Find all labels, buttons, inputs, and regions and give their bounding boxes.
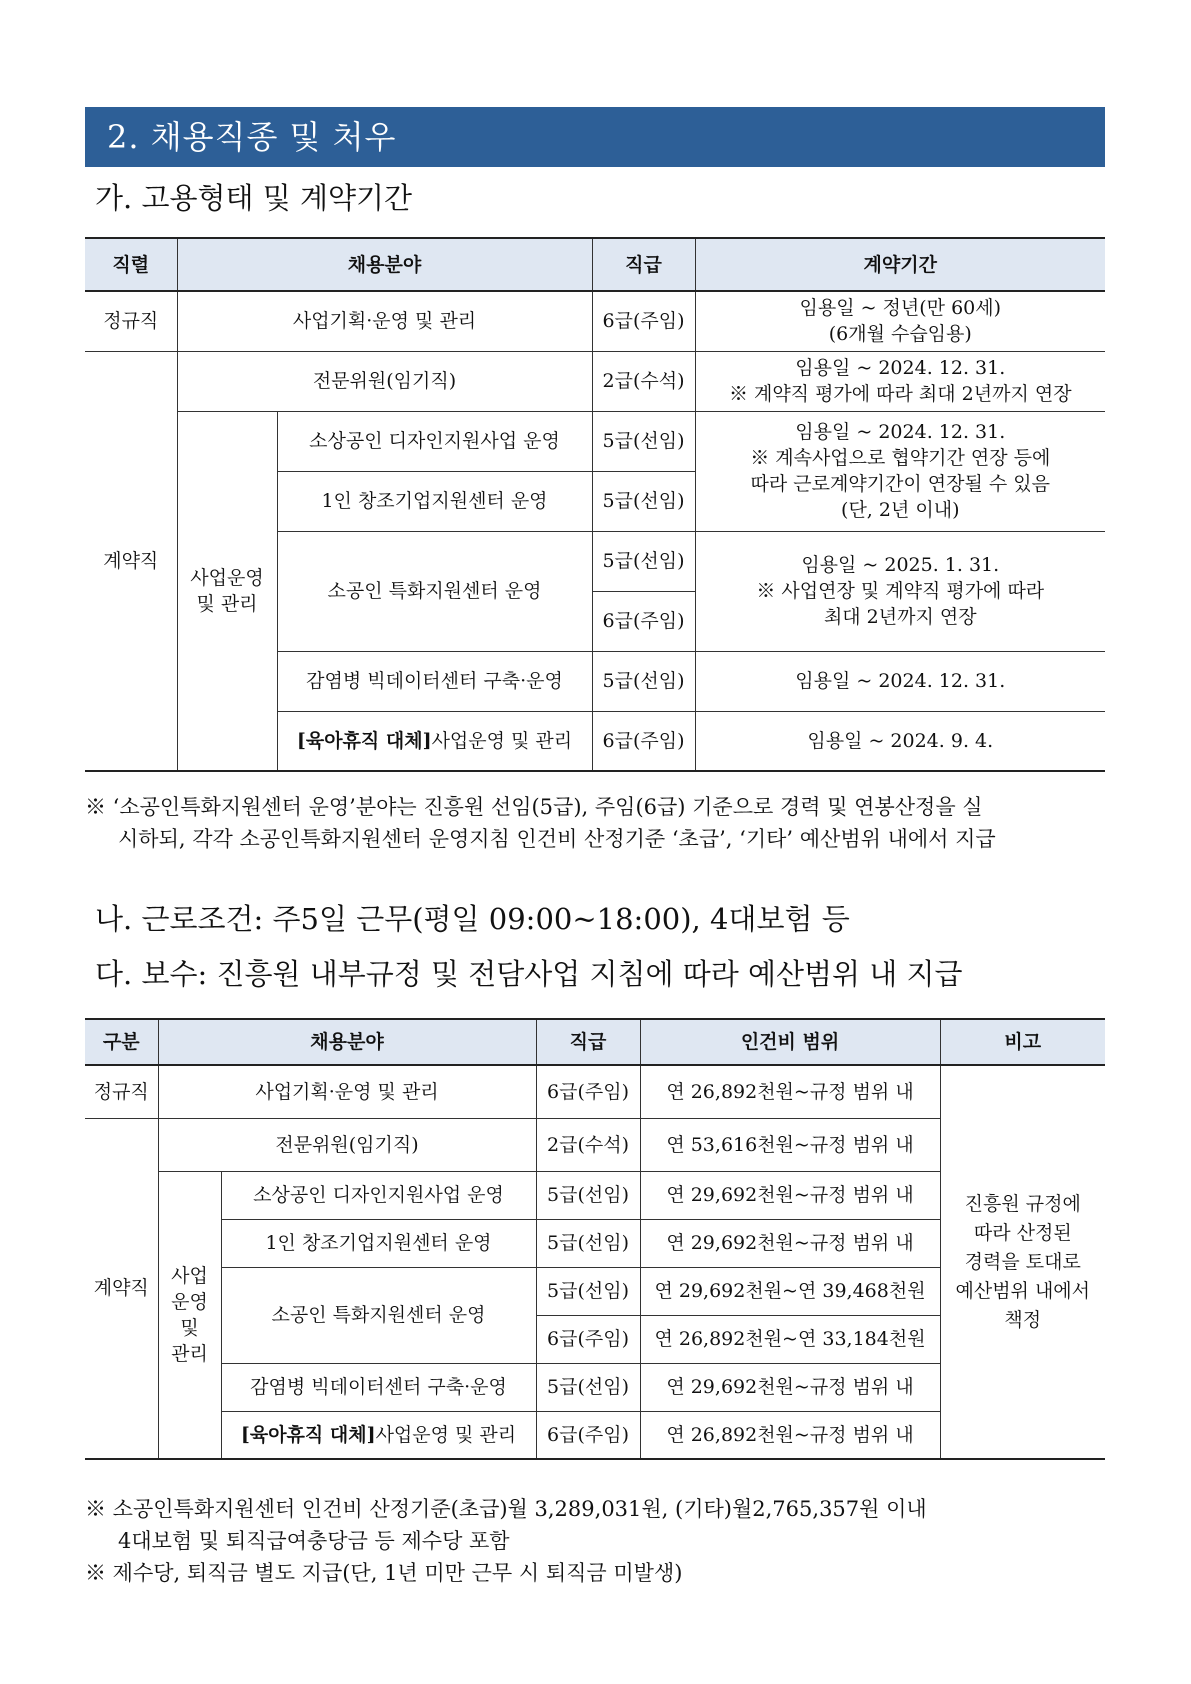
- period-cell: 임용일 ~ 2024. 12. 31.: [695, 651, 1105, 711]
- contract-label: 계약직: [85, 1118, 158, 1459]
- period-cell: 임용일 ~ 2024. 12. 31. ※ 계속사업으로 협약기간 연장 등에 따라 근로계약기간이 연장될 수 있음 (단, 2년 이내): [695, 411, 1105, 531]
- grade-cell: 5급(선임): [536, 1171, 640, 1219]
- grade-cell: 6급(주임): [592, 711, 695, 771]
- pay-cell: 연 29,692천원~규정 범위 내: [640, 1363, 940, 1411]
- pay-cell: 연 29,692천원~규정 범위 내: [640, 1219, 940, 1267]
- grade-cell: 5급(선임): [536, 1219, 640, 1267]
- pay-cell: 연 26,892천원~연 33,184천원: [640, 1315, 940, 1363]
- note-line: ※ 소공인특화지원센터 인건비 산정기준(초급)월 3,289,031원, (기타)월2,765,357원 이내: [85, 1497, 927, 1521]
- table-row: [85, 1065, 1105, 1118]
- grade-cell: 6급(주임): [536, 1411, 640, 1459]
- pay-cell: 연 29,692천원~규정 범위 내: [640, 1171, 940, 1219]
- pay-cell: 연 29,692천원~연 39,468천원: [640, 1267, 940, 1315]
- business-group-label: 사업운영 및 관리: [177, 411, 277, 771]
- parental-leave-tag: [육아휴직 대체]: [240, 1423, 376, 1446]
- header-field: 채용분야: [158, 1019, 536, 1065]
- field-cell: 소공인 특화지원센터 운영: [221, 1267, 536, 1363]
- note-1: [85, 791, 996, 855]
- section-title: 2. 채용직종 및 처우: [85, 107, 1105, 167]
- field-cell: [221, 1411, 536, 1459]
- contract-label: 계약직: [85, 351, 177, 771]
- field-cell: [277, 711, 592, 771]
- header-remark: 비고: [940, 1019, 1105, 1065]
- header-contract-period: 계약기간: [695, 238, 1105, 291]
- employment-type-table: [85, 237, 1105, 772]
- regular-label: 정규직: [85, 291, 177, 351]
- field-cell: 감염병 빅데이터센터 구축·운영: [221, 1363, 536, 1411]
- grade-cell: 5급(선임): [536, 1267, 640, 1315]
- period-cell: 임용일 ~ 2025. 1. 31. ※ 사업연장 및 계약직 평가에 따라 최대 2년까지 연장: [695, 531, 1105, 651]
- regular-label: 정규직: [85, 1065, 158, 1118]
- note-line: ※ ‘소공인특화지원센터 운영’분야는 진흥원 선임(5급), 주임(6급) 기준으로 경력 및 연봉산정을 실: [85, 795, 983, 819]
- grade-cell: 6급(주임): [592, 291, 695, 351]
- grade-cell: 6급(주임): [536, 1065, 640, 1118]
- grade-cell: 5급(선임): [592, 411, 695, 471]
- field-text: 사업운영 및 관리: [431, 729, 573, 752]
- header-grade: 직급: [592, 238, 695, 291]
- table-row: [85, 291, 1105, 351]
- grade-cell: 5급(선임): [536, 1363, 640, 1411]
- period-cell: 임용일 ~ 2024. 9. 4.: [695, 711, 1105, 771]
- period-cell: 임용일 ~ 2024. 12. 31. ※ 계약직 평가에 따라 최대 2년까지 연장: [695, 351, 1105, 411]
- field-cell: 소상공인 디자인지원사업 운영: [277, 411, 592, 471]
- field-cell: 사업기획·운영 및 관리: [158, 1065, 536, 1118]
- note-2: [85, 1493, 927, 1589]
- grade-cell: 2급(수석): [592, 351, 695, 411]
- pay-cell: 연 26,892천원~규정 범위 내: [640, 1065, 940, 1118]
- subheading-pay: 다. 보수: 진흥원 내부규정 및 전담사업 지침에 따라 예산범위 내 지급: [95, 957, 963, 991]
- header-field: 채용분야: [177, 238, 592, 291]
- field-cell: 소공인 특화지원센터 운영: [277, 531, 592, 651]
- business-group-label: 사업 운영 및 관리: [158, 1171, 221, 1459]
- subheading-employment-type: 가. 고용형태 및 계약기간: [95, 181, 413, 215]
- field-cell: 1인 창조기업지원센터 운영: [221, 1219, 536, 1267]
- grade-cell: 6급(주임): [592, 591, 695, 651]
- field-cell: 소상공인 디자인지원사업 운영: [221, 1171, 536, 1219]
- table-row: [85, 411, 1105, 471]
- note-line: 4대보험 및 퇴직급여충당금 등 제수당 포함: [118, 1529, 510, 1553]
- field-text: 사업운영 및 관리: [375, 1423, 517, 1446]
- subheading-working-conditions: 나. 근로조건: 주5일 근무(평일 09:00~18:00), 4대보험 등: [95, 902, 850, 936]
- field-cell: 1인 창조기업지원센터 운영: [277, 471, 592, 531]
- field-cell: 전문위원(임기직): [158, 1118, 536, 1171]
- pay-table: [85, 1018, 1105, 1460]
- header-category: 구분: [85, 1019, 158, 1065]
- grade-cell: 5급(선임): [592, 531, 695, 591]
- pay-cell: 연 53,616천원~규정 범위 내: [640, 1118, 940, 1171]
- grade-cell: 5급(선임): [592, 471, 695, 531]
- header-series: 직렬: [85, 238, 177, 291]
- field-cell: 사업기획·운영 및 관리: [177, 291, 592, 351]
- grade-cell: 2급(수석): [536, 1118, 640, 1171]
- header-grade: 직급: [536, 1019, 640, 1065]
- grade-cell: 5급(선임): [592, 651, 695, 711]
- grade-cell: 6급(주임): [536, 1315, 640, 1363]
- pay-cell: 연 26,892천원~규정 범위 내: [640, 1411, 940, 1459]
- field-cell: 전문위원(임기직): [177, 351, 592, 411]
- table-row: [85, 351, 1105, 411]
- parental-leave-tag: [육아휴직 대체]: [296, 729, 432, 752]
- remark-cell: 진흥원 규정에 따라 산정된 경력을 토대로 예산범위 내에서 책정: [940, 1065, 1105, 1459]
- field-cell: 감염병 빅데이터센터 구축·운영: [277, 651, 592, 711]
- note-line: ※ 제수당, 퇴직금 별도 지급(단, 1년 미만 근무 시 퇴직금 미발생): [85, 1561, 683, 1585]
- header-pay-range: 인건비 범위: [640, 1019, 940, 1065]
- note-line: 시하되, 각각 소공인특화지원센터 운영지침 인건비 산정기준 ‘초급’, ‘기타’ 예산범위 내에서 지급: [118, 827, 996, 851]
- period-cell: 임용일 ~ 정년(만 60세) (6개월 수습임용): [695, 291, 1105, 351]
